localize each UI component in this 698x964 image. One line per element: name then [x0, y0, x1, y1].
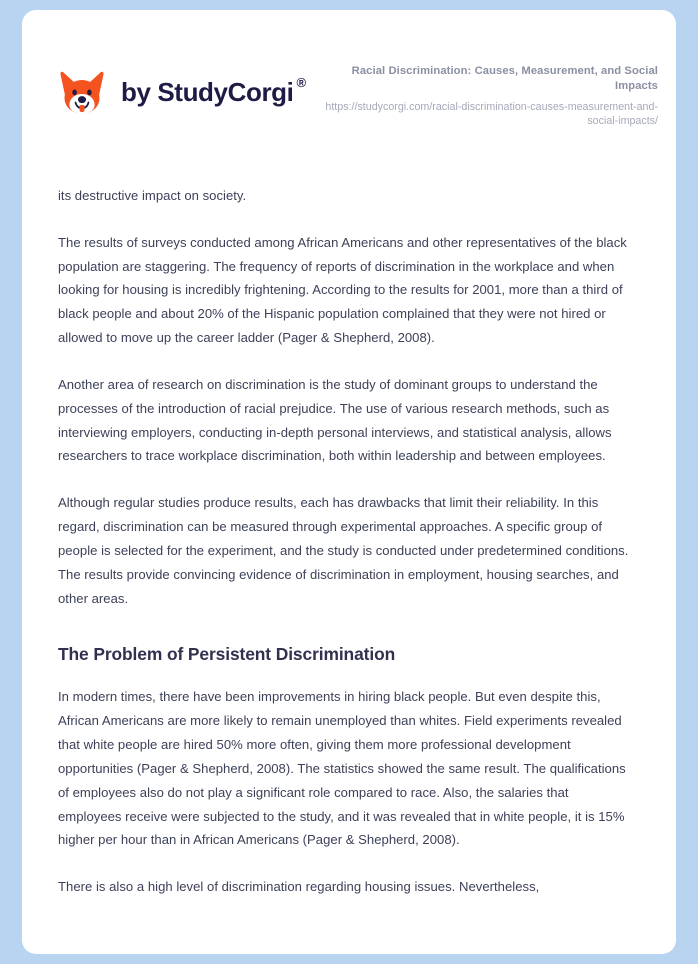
- brand-name-label: by StudyCorgi: [121, 76, 294, 107]
- body-paragraph: The results of surveys conducted among African Americans and other representatives of the black population are staggering. The frequency of reports of discrimination in the workplace and when looking for housing is incredibly frightening. According to the results for 2001, more than a third of black people and about 20% of the Hispanic population complained that they were not hired or allowed to move up the career ladder (Pager & Shepherd, 2008).: [58, 234, 627, 346]
- body-paragraph: Another area of research on discrimination is the study of dominant groups to understand the processes of the introduction of racial prejudice. The use of various research methods, such as interviewing employers, conducting in-depth personal interviews, and statistical analysis, allows researchers to trace workplace discrimination, both within leadership and between employees.: [58, 376, 612, 464]
- body-paragraph: There is also a high level of discrimination regarding housing issues. Nevertheless,: [58, 879, 540, 895]
- document-title: Racial Discrimination: Causes, Measurement, and Social Impacts: [351, 65, 658, 92]
- document-url[interactable]: https://studycorgi.com/racial-discrimination-causes-measurement-and-social-impacts/: [325, 100, 658, 127]
- body-paragraph: its destructive impact on society.: [58, 188, 247, 203]
- section-heading: The Problem of Persistent Discrimination: [58, 644, 396, 665]
- brand-name: [121, 74, 306, 108]
- corgi-face-icon: [56, 66, 108, 118]
- body-paragraph: In modern times, there have been improvements in hiring black people. But even despite this, African Americans are more likely to remain unemployed than whites. Field experiments revealed that white people are hired 50% more often, giving them more professional development opportunities (Pager & Shepherd, 2008). The statistics showed the same result. The qualifications of employees also do not play a significant role compared to race. Also, the salaries that employees receive were subjected to the study, and it was revealed that in white people, it is 15% higher per hour than in African Americans (Pager & Shepherd, 2008).: [58, 689, 626, 848]
- document-page-card: [22, 10, 676, 954]
- document-body: [22, 184, 676, 899]
- document-meta: [318, 62, 658, 128]
- brand-lockup: [56, 62, 306, 118]
- body-paragraph: Although regular studies produce results, each has drawbacks that limit their reliability. In this regard, discrimination can be measured through experimental approaches. A specific group of people is selected for the experiment, and the study is conducted under predetermined conditions. The results provide convincing evidence of discrimination in employment, housing searches, and other areas.: [58, 495, 629, 606]
- registered-trademark-icon: ®: [296, 74, 306, 90]
- page-header: [22, 10, 676, 127]
